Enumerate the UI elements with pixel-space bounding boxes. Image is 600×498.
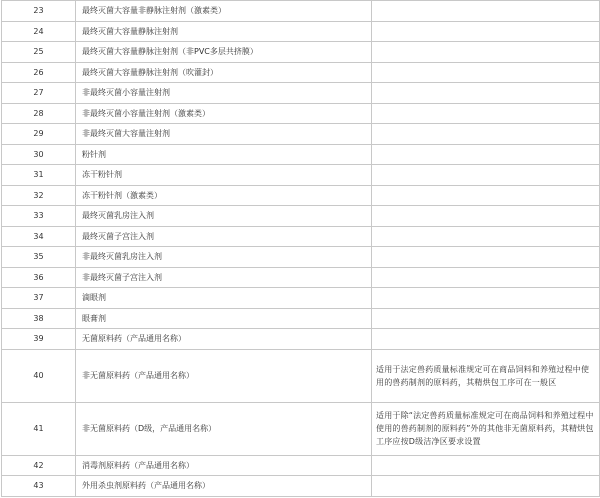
remark-cell [372, 103, 600, 124]
dosage-form-name: 最终灭菌大容量静脉注射剂 [76, 21, 372, 42]
remark-cell [372, 226, 600, 247]
dosage-form-name: 无菌原料药（产品通用名称） [76, 329, 372, 350]
row-number: 39 [2, 329, 76, 350]
table-row [2, 206, 600, 227]
dosage-form-name: 非最终灭菌乳房注入剂 [76, 247, 372, 268]
dosage-form-name: 非无菌原料药（D级，产品通用名称） [76, 402, 372, 455]
row-number: 41 [2, 402, 76, 455]
table-row [2, 308, 600, 329]
table-row [2, 455, 600, 476]
row-number: 35 [2, 247, 76, 268]
remark-cell [372, 62, 600, 83]
dosage-form-name: 冻干粉针剂（激素类） [76, 185, 372, 206]
row-number: 33 [2, 206, 76, 227]
dosage-form-name: 眼膏剂 [76, 308, 372, 329]
table-row [2, 349, 600, 402]
row-number: 25 [2, 42, 76, 63]
remark-cell [372, 124, 600, 145]
dosage-form-name: 最终灭菌子宫注入剂 [76, 226, 372, 247]
remark-cell [372, 1, 600, 22]
dosage-form-name: 滴眼剂 [76, 288, 372, 309]
table-row [2, 226, 600, 247]
remark-cell [372, 247, 600, 268]
dosage-form-name: 最终灭菌大容量非静脉注射剂（激素类） [76, 1, 372, 22]
row-number: 30 [2, 144, 76, 165]
row-number: 31 [2, 165, 76, 186]
row-number: 23 [2, 1, 76, 22]
table-row [2, 247, 600, 268]
remark-cell [372, 206, 600, 227]
remark-cell [372, 267, 600, 288]
row-number: 34 [2, 226, 76, 247]
table-body [2, 1, 600, 497]
row-number: 43 [2, 476, 76, 497]
remark-cell [372, 83, 600, 104]
row-number: 42 [2, 455, 76, 476]
dosage-form-name: 最终灭菌大容量静脉注射剂（非PVC多层共挤膜） [76, 42, 372, 63]
row-number: 37 [2, 288, 76, 309]
production-scope-table [1, 0, 600, 497]
dosage-form-name: 冻干粉针剂 [76, 165, 372, 186]
row-number: 27 [2, 83, 76, 104]
row-number: 40 [2, 349, 76, 402]
remark-cell [372, 455, 600, 476]
table-row [2, 103, 600, 124]
dosage-form-name: 非最终灭菌子宫注入剂 [76, 267, 372, 288]
table-row [2, 1, 600, 22]
dosage-form-name: 最终灭菌大容量静脉注射剂（吹灌封） [76, 62, 372, 83]
remark-cell [372, 42, 600, 63]
dosage-form-name: 外用杀虫剂原料药（产品通用名称） [76, 476, 372, 497]
remark-cell [372, 165, 600, 186]
table-row [2, 42, 600, 63]
remark-cell [372, 329, 600, 350]
remark-cell: 适用于法定兽药质量标准规定可在商品饲料和养殖过程中使用的兽药制剂的原料药，其精烘包工序可在一般区 [372, 349, 600, 402]
table-row [2, 21, 600, 42]
table-row [2, 62, 600, 83]
dosage-form-name: 非无菌原料药（产品通用名称） [76, 349, 372, 402]
remark-cell [372, 185, 600, 206]
row-number: 26 [2, 62, 76, 83]
row-number: 24 [2, 21, 76, 42]
dosage-form-name: 非最终灭菌大容量注射剂 [76, 124, 372, 145]
remark-cell: 适用于除“法定兽药质量标准规定可在商品饲料和养殖过程中使用的兽药制剂的原料药”外的其他非无菌原料药，其精烘包工序应按D级洁净区要求设置 [372, 402, 600, 455]
row-number: 36 [2, 267, 76, 288]
row-number: 28 [2, 103, 76, 124]
table-row [2, 329, 600, 350]
remark-cell [372, 476, 600, 497]
table-row [2, 267, 600, 288]
table-row [2, 83, 600, 104]
row-number: 32 [2, 185, 76, 206]
table-row [2, 185, 600, 206]
remark-cell [372, 144, 600, 165]
dosage-form-name: 非最终灭菌小容量注射剂 [76, 83, 372, 104]
table-row [2, 476, 600, 497]
table-row [2, 124, 600, 145]
row-number: 29 [2, 124, 76, 145]
table-row [2, 144, 600, 165]
remark-cell [372, 21, 600, 42]
dosage-form-name: 消毒剂原料药（产品通用名称） [76, 455, 372, 476]
remark-cell [372, 288, 600, 309]
table-row [2, 165, 600, 186]
dosage-form-name: 非最终灭菌小容量注射剂（激素类） [76, 103, 372, 124]
dosage-form-name: 粉针剂 [76, 144, 372, 165]
remark-cell [372, 308, 600, 329]
row-number: 38 [2, 308, 76, 329]
dosage-form-name: 最终灭菌乳房注入剂 [76, 206, 372, 227]
table-row [2, 402, 600, 455]
table-row [2, 288, 600, 309]
